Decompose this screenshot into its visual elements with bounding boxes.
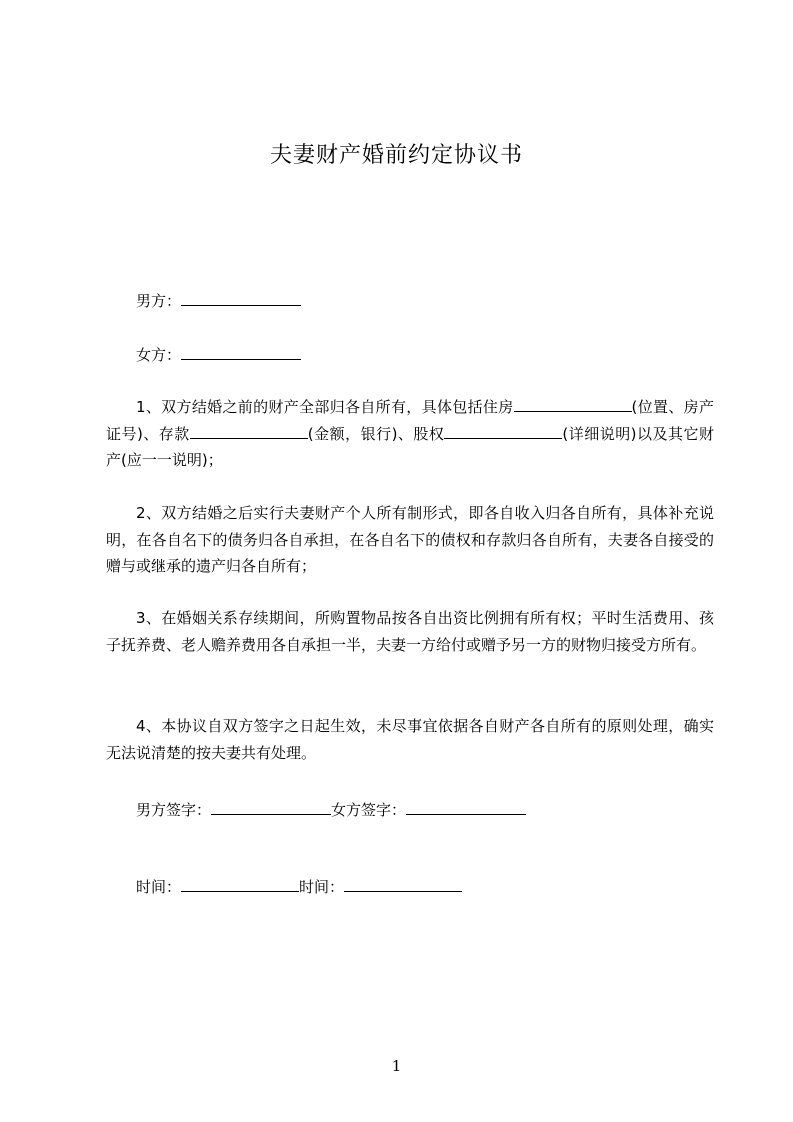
wife-sign-label: 女方签字： [331, 801, 407, 819]
clause-1 [106, 394, 714, 474]
clause-3 [106, 605, 714, 658]
housing-blank[interactable] [514, 397, 632, 412]
page-title: 夫妻财产婚前约定协议书 [269, 143, 523, 168]
husband-label: 男方： [136, 292, 182, 310]
deposit-blank[interactable] [190, 424, 308, 439]
clause-2-text: 2、双方结婚之后实行夫妻财产个人所有制形式，即各自收入归各自所有，具体补充说明，在各自名下的债务归各自承担，在各自名下的债权和存款归各自所有，夫妻各自接受的赠与或继承的遗产归各自所有； [106, 504, 714, 575]
husband-name-blank[interactable] [181, 291, 301, 306]
clause-4 [106, 713, 714, 766]
wife-label: 女方： [136, 346, 182, 364]
clause-4-text: 4、本协议自双方签字之日起生效，未尽事宜依据各自财产各自所有的原则处理，确实无法说清楚的按夫妻共有处理。 [106, 717, 714, 762]
clause-1-text-a: 1、双方结婚之前的财产全部归各自所有，具体包括住房 [136, 398, 514, 416]
clause-1-text-c: (金额，银行)、股权 [307, 424, 445, 443]
time-label-husband: 时间： [136, 878, 182, 896]
page-number: 1 [391, 1057, 402, 1075]
wife-date-blank[interactable] [344, 877, 462, 892]
date-line [136, 877, 462, 897]
clause-1-text-d: (详细说明)以及其它财产(应一一说明)； [106, 424, 714, 469]
wife-name-blank[interactable] [181, 345, 301, 360]
time-label-wife: 时间： [299, 878, 345, 896]
equity-blank[interactable] [444, 424, 562, 439]
clause-3-text: 3、在婚姻关系存续期间，所购置物品按各自出资比例拥有所有权；平时生活费用、孩子抚养费、老人赡养费用各自承担一半，夫妻一方给付或赠予另一方的财物归接受方所有。 [106, 609, 714, 654]
signature-line [136, 800, 526, 820]
husband-line [136, 291, 301, 311]
clause-1-text-b: (位置、房产证号)、存款 [106, 398, 714, 443]
wife-line [136, 345, 301, 365]
husband-signature-blank[interactable] [211, 800, 331, 815]
husband-sign-label: 男方签字： [136, 801, 212, 819]
husband-date-blank[interactable] [181, 877, 299, 892]
clause-2 [106, 500, 714, 580]
wife-signature-blank[interactable] [406, 800, 526, 815]
